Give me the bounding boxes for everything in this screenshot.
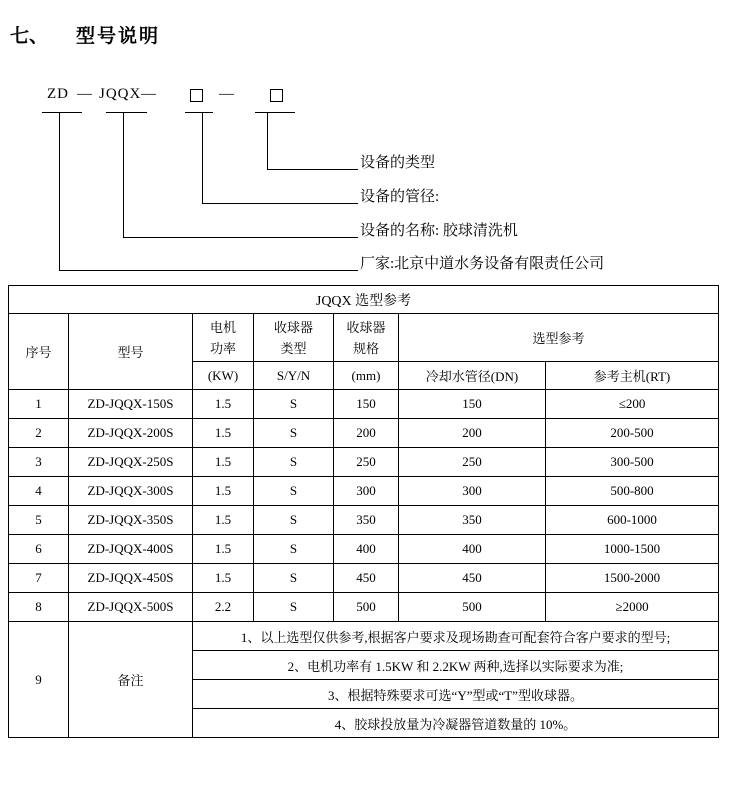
table-row	[9, 506, 719, 535]
connector-vline-diameter	[202, 112, 203, 203]
col-header-collector-type	[254, 314, 334, 362]
cell-power: 1.5	[193, 506, 254, 535]
underline-part-2	[106, 112, 147, 113]
col-header-collector-spec-line1: 收球器	[346, 319, 386, 335]
cell-power: 1.5	[193, 390, 254, 419]
connector-vline-name	[123, 112, 124, 237]
code-separator: —	[77, 86, 93, 102]
code-separator: —	[141, 86, 157, 102]
col-header-power-line1: 电机	[209, 319, 236, 335]
cell-collector-type: S	[254, 419, 334, 448]
remark-note-4: 4、胶球投放量为冷凝器管道数量的 10%。	[193, 709, 719, 738]
cell-host-rt: 1500-2000	[546, 564, 719, 593]
col-header-spec-unit: (mm)	[334, 362, 399, 390]
table-row	[9, 390, 719, 419]
table-row	[9, 535, 719, 564]
table-row	[9, 477, 719, 506]
connector-hline-diameter	[202, 203, 358, 204]
cell-host-rt: ≥2000	[546, 593, 719, 622]
cell-cooling-dn: 200	[399, 419, 546, 448]
table-row	[9, 593, 719, 622]
col-header-selection-group: 选型参考	[399, 314, 719, 362]
cell-host-rt: 1000-1500	[546, 535, 719, 564]
cell-collector-type: S	[254, 564, 334, 593]
cell-collector-spec: 200	[334, 419, 399, 448]
cell-seq: 7	[9, 564, 69, 593]
code-part-manufacturer: ZD	[47, 86, 69, 102]
cell-collector-type: S	[254, 593, 334, 622]
code-placeholder-box-2	[270, 89, 283, 102]
cell-cooling-dn: 350	[399, 506, 546, 535]
code-placeholder-box-1	[190, 89, 203, 102]
cell-collector-spec: 250	[334, 448, 399, 477]
cell-collector-spec: 500	[334, 593, 399, 622]
cell-seq: 2	[9, 419, 69, 448]
col-header-host-rt: 参考主机(RT)	[546, 362, 719, 390]
code-part-name: JQQX	[99, 86, 142, 102]
cell-host-rt: 300-500	[546, 448, 719, 477]
cell-host-rt: 500-800	[546, 477, 719, 506]
col-header-collector-type-line1: 收球器	[273, 319, 313, 335]
cell-power: 1.5	[193, 477, 254, 506]
cell-power: 1.5	[193, 535, 254, 564]
cell-cooling-dn: 500	[399, 593, 546, 622]
table-row	[9, 564, 719, 593]
cell-host-rt: ≤200	[546, 390, 719, 419]
underline-part-4	[255, 112, 295, 113]
cell-power: 2.2	[193, 593, 254, 622]
underline-part-1	[42, 112, 82, 113]
col-header-collector-spec	[334, 314, 399, 362]
col-header-power	[193, 314, 254, 362]
cell-model: ZD-JQQX-250S	[69, 448, 193, 477]
cell-model: ZD-JQQX-400S	[69, 535, 193, 564]
cell-cooling-dn: 250	[399, 448, 546, 477]
cell-cooling-dn: 450	[399, 564, 546, 593]
cell-collector-type: S	[254, 535, 334, 564]
connector-vline-manufacturer	[59, 112, 60, 270]
page-title: 型号说明	[76, 26, 161, 47]
underline-part-3	[185, 112, 213, 113]
cell-power: 1.5	[193, 564, 254, 593]
label-device-name: 设备的名称: 胶球清洗机	[360, 223, 518, 239]
cell-collector-spec: 300	[334, 477, 399, 506]
selection-table	[8, 285, 719, 738]
remark-note-3: 3、根据特殊要求可选“Y”型或“T”型收球器。	[193, 680, 719, 709]
code-separator: —	[219, 86, 235, 102]
remark-note-2: 2、电机功率有 1.5KW 和 2.2KW 两种,选择以实际要求为准;	[193, 651, 719, 680]
cell-model: ZD-JQQX-200S	[69, 419, 193, 448]
col-header-collector-spec-line2: 规格	[352, 340, 379, 356]
table-title: JQQX 选型参考	[9, 286, 719, 314]
col-header-power-unit: (KW)	[193, 362, 254, 390]
table-row	[9, 419, 719, 448]
cell-seq: 4	[9, 477, 69, 506]
table-row	[9, 448, 719, 477]
cell-collector-spec: 150	[334, 390, 399, 419]
cell-model: ZD-JQQX-500S	[69, 593, 193, 622]
cell-host-rt: 200-500	[546, 419, 719, 448]
cell-cooling-dn: 300	[399, 477, 546, 506]
col-header-seq: 序号	[9, 314, 69, 390]
cell-collector-type: S	[254, 390, 334, 419]
cell-seq: 3	[9, 448, 69, 477]
label-manufacturer: 厂家:北京中道水务设备有限责任公司	[360, 256, 605, 272]
cell-collector-type: S	[254, 477, 334, 506]
col-header-collector-type-line2: 类型	[280, 340, 307, 356]
connector-hline-manufacturer	[59, 270, 358, 271]
cell-collector-type: S	[254, 448, 334, 477]
cell-model: ZD-JQQX-150S	[69, 390, 193, 419]
cell-collector-spec: 350	[334, 506, 399, 535]
label-device-type: 设备的类型	[360, 155, 436, 171]
cell-collector-spec: 450	[334, 564, 399, 593]
col-header-cooling-dn: 冷却水管径(DN)	[399, 362, 546, 390]
cell-model: ZD-JQQX-450S	[69, 564, 193, 593]
remark-seq: 9	[9, 622, 69, 738]
label-pipe-diameter: 设备的管径:	[360, 189, 440, 205]
remark-label: 备注	[69, 622, 193, 738]
col-header-model: 型号	[69, 314, 193, 390]
remark-note-1: 1、以上选型仅供参考,根据客户要求及现场勘查可配套符合客户要求的型号;	[193, 622, 719, 651]
heading-number: 七、	[10, 26, 49, 47]
cell-cooling-dn: 400	[399, 535, 546, 564]
cell-seq: 5	[9, 506, 69, 535]
cell-host-rt: 600-1000	[546, 506, 719, 535]
cell-collector-spec: 400	[334, 535, 399, 564]
connector-hline-type	[267, 169, 358, 170]
connector-vline-type	[267, 112, 268, 169]
cell-power: 1.5	[193, 448, 254, 477]
col-header-type-options: S/Y/N	[254, 362, 334, 390]
cell-seq: 8	[9, 593, 69, 622]
cell-model: ZD-JQQX-350S	[69, 506, 193, 535]
remarks-row	[9, 622, 719, 651]
cell-cooling-dn: 150	[399, 390, 546, 419]
cell-collector-type: S	[254, 506, 334, 535]
cell-model: ZD-JQQX-300S	[69, 477, 193, 506]
cell-seq: 6	[9, 535, 69, 564]
connector-hline-name	[123, 237, 358, 238]
col-header-power-line2: 功率	[209, 340, 236, 356]
cell-power: 1.5	[193, 419, 254, 448]
cell-seq: 1	[9, 390, 69, 419]
